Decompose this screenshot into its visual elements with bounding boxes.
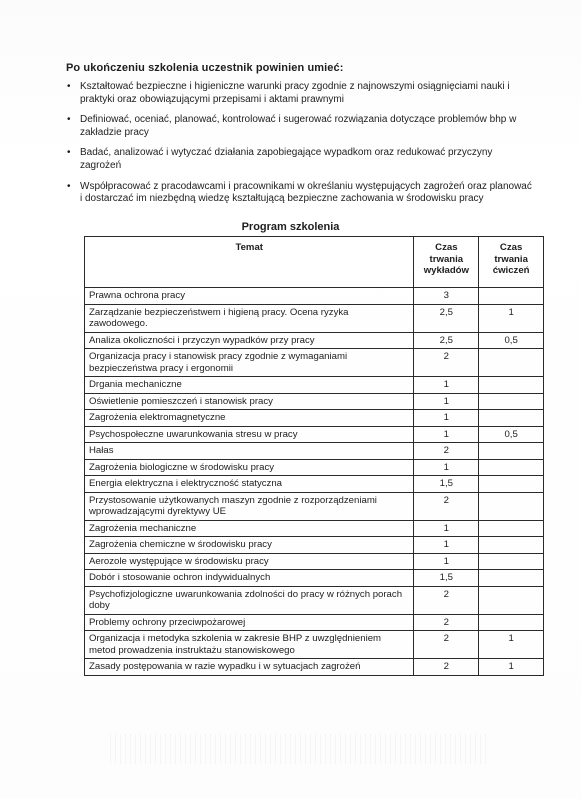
cell-lectures: 2: [414, 631, 479, 659]
cell-exercises: [479, 586, 544, 614]
table-row: [85, 426, 544, 443]
cell-exercises: [479, 520, 544, 537]
table-row: [85, 410, 544, 427]
cell-lectures: 2: [414, 443, 479, 460]
program-table-body: [85, 288, 544, 676]
cell-lectures: 2,5: [414, 332, 479, 349]
table-row: [85, 659, 544, 676]
outcomes-heading: Po ukończeniu szkolenia uczestnik powinien umieć:: [66, 62, 344, 74]
cell-exercises: [479, 349, 544, 377]
cell-lectures: 2,5: [414, 304, 479, 332]
table-row: [85, 476, 544, 493]
table-row: [85, 537, 544, 554]
header-lectures: Czas trwania wykładów: [414, 237, 479, 288]
program-title: Program szkolenia: [241, 221, 340, 233]
outcome-item: • Kształtować bezpieczne i higieniczne warunki pracy zgodnie z najnowszymi osiągnięciami nauki i praktyki oraz obowiązującymi przepisami i aktami prawnymi: [66, 81, 536, 106]
table-row: [85, 304, 544, 332]
outcome-item: • Definiować, oceniać, planować, kontrolować i sugerować rozwiązania dotyczące problemów bhp w zakładzie pracy: [66, 114, 536, 139]
cell-lectures: 1: [414, 393, 479, 410]
table-row: [85, 377, 544, 394]
cell-exercises: [479, 443, 544, 460]
cell-topic: Zasady postępowania w razie wypadku i w sytuacjach zagrożeń: [85, 659, 414, 676]
table-row: [85, 631, 544, 659]
cell-exercises: [479, 288, 544, 305]
table-row: [85, 349, 544, 377]
cell-topic: Psychofizjologiczne uwarunkowania zdolności do pracy w różnych porach doby: [85, 586, 414, 614]
cell-topic: Przystosowanie użytkowanych maszyn zgodnie z rozporządzeniami wprowadzającymi dyrektywy UE: [85, 492, 414, 520]
outcome-item: • Współpracować z pracodawcami i pracownikami w określaniu występujących zagrożeń oraz planować i dostarczać im niezbędną wiedzę kształtującą bezpieczne zachowania w środowisku pracy: [66, 181, 536, 206]
cell-lectures: 2: [414, 349, 479, 377]
cell-topic: Zarządzanie bezpieczeństwem i higieną pracy. Ocena ryzyka zawodowego.: [85, 304, 414, 332]
cell-topic: Dobór i stosowanie ochron indywidualnych: [85, 570, 414, 587]
cell-lectures: 1: [414, 520, 479, 537]
cell-lectures: 2: [414, 492, 479, 520]
cell-lectures: 1: [414, 377, 479, 394]
cell-exercises: 0,5: [479, 332, 544, 349]
cell-lectures: 1: [414, 537, 479, 554]
cell-topic: Zagrożenia chemiczne w środowisku pracy: [85, 537, 414, 554]
cell-topic: Energia elektryczna i elektryczność statyczna: [85, 476, 414, 493]
cell-lectures: 1: [414, 426, 479, 443]
cell-topic: Problemy ochrony przeciwpożarowej: [85, 614, 414, 631]
cell-exercises: [479, 570, 544, 587]
table-row: [85, 443, 544, 460]
cell-exercises: [479, 476, 544, 493]
cell-exercises: [479, 492, 544, 520]
cell-lectures: 1: [414, 410, 479, 427]
cell-lectures: 1,5: [414, 570, 479, 587]
table-row: [85, 553, 544, 570]
cell-exercises: 1: [479, 631, 544, 659]
cell-topic: Organizacja pracy i stanowisk pracy zgodnie z wymaganiami bezpieczeństwa pracy i ergonomii: [85, 349, 414, 377]
outcomes-list: [66, 81, 536, 214]
table-row: [85, 288, 544, 305]
cell-topic: Oświetlenie pomieszczeń i stanowisk pracy: [85, 393, 414, 410]
cell-topic: Aerozole występujące w środowisku pracy: [85, 553, 414, 570]
cell-lectures: 2: [414, 586, 479, 614]
cell-topic: Zagrożenia mechaniczne: [85, 520, 414, 537]
cell-topic: Organizacja i metodyka szkolenia w zakresie BHP z uwzględnieniem metod prowadzenia instruktażu stanowiskowego: [85, 631, 414, 659]
cell-exercises: [479, 614, 544, 631]
cell-exercises: [479, 459, 544, 476]
cell-topic: Psychospołeczne uwarunkowania stresu w pracy: [85, 426, 414, 443]
cell-exercises: 1: [479, 659, 544, 676]
cell-lectures: 2: [414, 659, 479, 676]
table-row: [85, 614, 544, 631]
cell-lectures: 1,5: [414, 476, 479, 493]
header-topic: Temat: [85, 237, 414, 288]
cell-lectures: 1: [414, 459, 479, 476]
cell-topic: Analiza okoliczności i przyczyn wypadków przy pracy: [85, 332, 414, 349]
cell-exercises: [479, 377, 544, 394]
cell-topic: Prawna ochrona pracy: [85, 288, 414, 305]
cell-topic: Zagrożenia elektromagnetyczne: [85, 410, 414, 427]
cell-exercises: [479, 537, 544, 554]
cell-exercises: [479, 553, 544, 570]
cell-topic: Drgania mechaniczne: [85, 377, 414, 394]
table-row: [85, 520, 544, 537]
cell-exercises: [479, 393, 544, 410]
cell-topic: Hałas: [85, 443, 414, 460]
cell-topic: Zagrożenia biologiczne w środowisku pracy: [85, 459, 414, 476]
cell-lectures: 3: [414, 288, 479, 305]
table-row: [85, 586, 544, 614]
table-row: [85, 393, 544, 410]
header-exercises: Czas trwania ćwiczeń: [479, 237, 544, 288]
table-row: [85, 492, 544, 520]
scan-noise: [110, 734, 490, 764]
table-row: [85, 332, 544, 349]
outcome-item: • Badać, analizować i wytyczać działania zapobiegające wypadkom oraz redukować przyczyny zagrożeń: [66, 147, 536, 172]
table-row: [85, 459, 544, 476]
cell-exercises: 1: [479, 304, 544, 332]
program-table: [84, 236, 544, 676]
table-header-row: [85, 237, 544, 288]
table-row: [85, 570, 544, 587]
cell-lectures: 2: [414, 614, 479, 631]
cell-exercises: [479, 410, 544, 427]
cell-exercises: 0,5: [479, 426, 544, 443]
cell-lectures: 1: [414, 553, 479, 570]
